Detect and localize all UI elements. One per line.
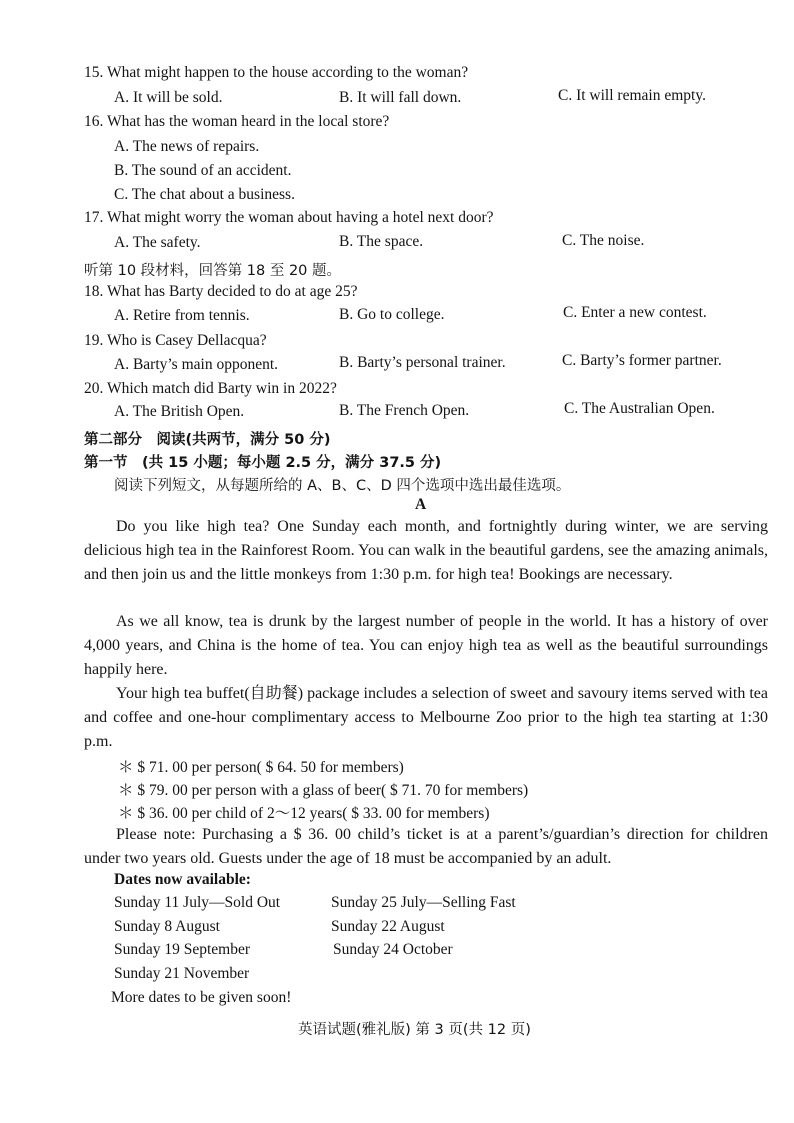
price-item-3: ＊ $ 36. 00 per child of 2～12 years( $ 33. 00 for members): [118, 805, 490, 822]
question-18-stem: 18. What has Barty decided to do at age 25?: [84, 283, 358, 300]
question-17-option-a: A. The safety.: [114, 234, 201, 251]
question-19-stem: 19. Who is Casey Dellacqua?: [84, 332, 267, 349]
question-20-stem: 20. Which match did Barty win in 2022?: [84, 380, 337, 397]
date-right-2: Sunday 22 August: [331, 918, 445, 935]
date-right-3: Sunday 24 October: [333, 941, 453, 958]
listening-instruction: 听第 10 段材料，回答第 18 至 20 题。: [84, 263, 342, 279]
question-18-option-c: C. Enter a new contest.: [563, 304, 707, 321]
question-17-option-c: C. The noise.: [562, 232, 645, 249]
question-20-option-c: C. The Australian Open.: [564, 400, 715, 417]
question-20-option-b: B. The French Open.: [339, 402, 470, 419]
question-19-option-b: B. Barty’s personal trainer.: [339, 354, 506, 371]
question-18-option-b: B. Go to college.: [339, 306, 445, 323]
question-15-option-b: B. It will fall down.: [339, 89, 462, 106]
question-16-stem: 16. What has the woman heard in the local store?: [84, 113, 390, 130]
page-footer: 英语试题(雅礼版) 第 3 页(共 12 页): [298, 1022, 531, 1038]
question-15-stem: 15. What might happen to the house according to the woman?: [84, 64, 469, 81]
part-2-heading: 第二部分 阅读(共两节，满分 50 分): [84, 432, 331, 448]
date-left-4: Sunday 21 November: [114, 965, 250, 982]
paragraph-1: Do you like high tea? One Sunday each month, and fortnightly during winter, we are serving delicious high tea in the Rainforest Room. You can walk in the beautiful gardens, see the amazing animals, and then join us and the little monkeys from 1:30 p.m. for high tea! Bookings are necessary.: [84, 518, 768, 583]
date-left-1: Sunday 11 July—Sold Out: [114, 894, 281, 911]
question-17-option-b: B. The space.: [339, 233, 424, 250]
question-19-option-c: C. Barty’s former partner.: [562, 352, 722, 369]
question-15-option-c: C. It will remain empty.: [558, 87, 706, 104]
paragraph-2: As we all know, tea is drunk by the largest number of people in the world. It has a history of over 4,000 years, and China is the home of tea. You can enjoy high tea as well as the beautiful surroundings happily here.: [84, 613, 768, 678]
note-paragraph: Please note: Purchasing a $ 36. 00 child’s ticket is at a parent’s/guardian’s direction for children under two years old. Guests under the age of 18 must be accompanied by an adult.: [84, 826, 768, 867]
date-left-2: Sunday 8 August: [114, 918, 220, 935]
question-18-option-a: A. Retire from tennis.: [114, 307, 250, 324]
date-left-3: Sunday 19 September: [114, 941, 251, 958]
section-1-instruction: 阅读下列短文，从每题所给的 A、B、C、D 四个选项中选出最佳选项。: [114, 478, 571, 494]
question-19-option-a: A. Barty’s main opponent.: [114, 356, 279, 373]
dates-heading: Dates now available:: [114, 871, 251, 888]
question-16-option-c: C. The chat about a business.: [114, 186, 295, 203]
question-20-option-a: A. The British Open.: [114, 403, 245, 420]
paragraph-3: Your high tea buffet(自助餐) package includes a selection of sweet and savoury items served with tea and coffee and one-hour complimentary access to Melbourne Zoo prior to the high tea starting at 1:30 p.m.: [84, 685, 768, 750]
question-16-option-a: A. The news of repairs.: [114, 138, 260, 155]
section-1-heading: 第一节 (共 15 小题；每小题 2.5 分，满分 37.5 分): [84, 455, 442, 471]
more-dates-note: More dates to be given soon!: [111, 989, 292, 1006]
price-item-1: ＊ $ 71. 00 per person( $ 64. 50 for members): [118, 759, 404, 776]
price-item-2: ＊ $ 79. 00 per person with a glass of beer( $ 71. 70 for members): [118, 782, 529, 799]
question-16-option-b: B. The sound of an accident.: [114, 162, 292, 179]
date-right-1: Sunday 25 July—Selling Fast: [331, 894, 516, 911]
question-15-option-a: A. It will be sold.: [114, 89, 223, 106]
question-17-stem: 17. What might worry the woman about having a hotel next door?: [84, 209, 494, 226]
passage-label: A: [415, 496, 427, 513]
